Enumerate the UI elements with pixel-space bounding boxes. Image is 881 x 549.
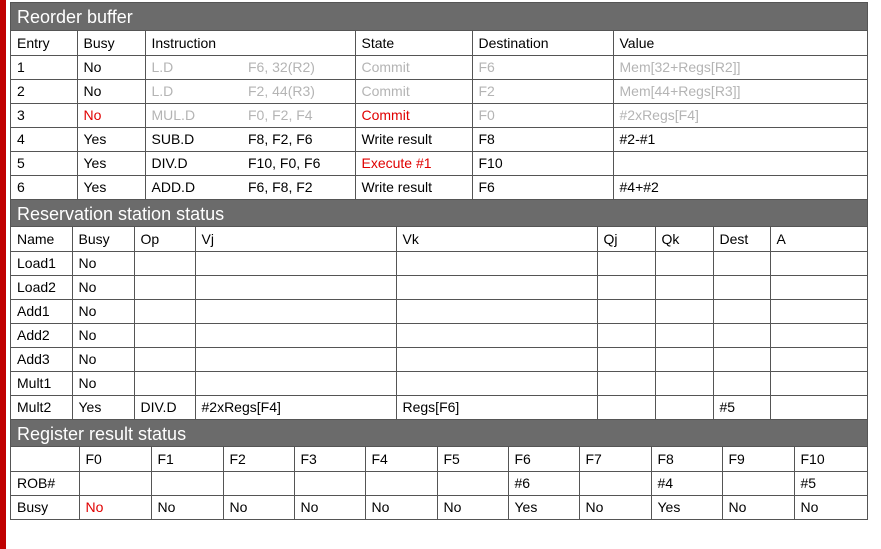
- rs-header-vk: Vk: [396, 227, 597, 251]
- rs-a: [770, 347, 867, 371]
- rs-vj: [195, 275, 396, 299]
- register-name: F0: [79, 447, 151, 471]
- rob-state: Commit: [355, 79, 472, 103]
- rob-destination: F6: [472, 55, 613, 79]
- register-rob-value: [579, 471, 651, 495]
- rob-state: Commit: [355, 103, 472, 127]
- tomasulo-status-panel: [10, 2, 868, 520]
- rob-instruction-operands: F6, 32(R2): [242, 55, 355, 79]
- rob-row: [11, 79, 867, 103]
- rob-value: #2xRegs[F4]: [613, 103, 867, 127]
- register-name: F10: [794, 447, 867, 471]
- rob-instruction-op: DIV.D: [145, 151, 242, 175]
- rob-value: Mem[32+Regs[R2]]: [613, 55, 867, 79]
- rs-vj: #2xRegs[F4]: [195, 395, 396, 419]
- rob-row: [11, 103, 867, 127]
- rs-a: [770, 371, 867, 395]
- register-name: F8: [651, 447, 722, 471]
- register-name: F2: [223, 447, 294, 471]
- rs-a: [770, 323, 867, 347]
- rs-qj: [597, 371, 655, 395]
- register-rob-value: [151, 471, 223, 495]
- rs-row: [11, 347, 867, 371]
- register-rob-value: #5: [794, 471, 867, 495]
- register-name: F6: [508, 447, 579, 471]
- register-name: F4: [365, 447, 437, 471]
- register-busy-label: Busy: [11, 495, 79, 519]
- rob-instruction-op: ADD.D: [145, 175, 242, 199]
- rs-qk: [655, 299, 713, 323]
- register-busy-value: No: [79, 495, 151, 519]
- register-name: F3: [294, 447, 365, 471]
- rob-header-instruction: Instruction: [145, 31, 355, 55]
- rob-entry: 4: [11, 127, 77, 151]
- rob-state: Write result: [355, 127, 472, 151]
- rob-header-state: State: [355, 31, 472, 55]
- register-rob-value: [722, 471, 794, 495]
- rob-busy: No: [77, 79, 145, 103]
- reorder-buffer-table: [11, 31, 867, 199]
- rob-value: Mem[44+Regs[R3]]: [613, 79, 867, 103]
- register-busy-value: No: [294, 495, 365, 519]
- rs-vk: [396, 323, 597, 347]
- rs-vj: [195, 371, 396, 395]
- rob-instruction-operands: F0, F2, F4: [242, 103, 355, 127]
- rs-a: [770, 299, 867, 323]
- rs-vk: [396, 347, 597, 371]
- register-rob-value: [223, 471, 294, 495]
- rob-header-destination: Destination: [472, 31, 613, 55]
- rs-header-vj: Vj: [195, 227, 396, 251]
- rob-busy: No: [77, 103, 145, 127]
- rs-row: [11, 395, 867, 419]
- register-status-title: Register result status: [11, 419, 867, 447]
- register-busy-value: No: [437, 495, 508, 519]
- rob-instruction-op: L.D: [145, 79, 242, 103]
- rs-op: [134, 251, 195, 275]
- rs-op: DIV.D: [134, 395, 195, 419]
- reorder-buffer-title: Reorder buffer: [11, 3, 867, 31]
- register-rob-label: ROB#: [11, 471, 79, 495]
- register-busy-value: No: [794, 495, 867, 519]
- register-busy-value: Yes: [508, 495, 579, 519]
- rs-name: Load2: [11, 275, 72, 299]
- rs-name: Mult2: [11, 395, 72, 419]
- rob-destination: F2: [472, 79, 613, 103]
- rob-instruction-operands: F6, F8, F2: [242, 175, 355, 199]
- rs-qj: [597, 299, 655, 323]
- rs-header-a: A: [770, 227, 867, 251]
- rs-qj: [597, 251, 655, 275]
- rs-op: [134, 275, 195, 299]
- rs-dest: [713, 323, 770, 347]
- reservation-station-title: Reservation station status: [11, 199, 867, 227]
- rs-vk: [396, 299, 597, 323]
- rs-busy: Yes: [72, 395, 134, 419]
- slide-accent-line: [0, 0, 6, 549]
- rob-row: [11, 151, 867, 175]
- register-rob-value: [437, 471, 508, 495]
- rob-state: Execute #1: [355, 151, 472, 175]
- rs-vk: Regs[F6]: [396, 395, 597, 419]
- register-rob-value: [365, 471, 437, 495]
- rs-busy: No: [72, 371, 134, 395]
- rs-vj: [195, 347, 396, 371]
- rs-op: [134, 371, 195, 395]
- register-busy-value: No: [223, 495, 294, 519]
- register-rob-value: #4: [651, 471, 722, 495]
- rob-entry: 3: [11, 103, 77, 127]
- rob-row: [11, 175, 867, 199]
- rs-op: [134, 347, 195, 371]
- register-name: F1: [151, 447, 223, 471]
- register-rob-value: [79, 471, 151, 495]
- rob-header-value: Value: [613, 31, 867, 55]
- rs-qk: [655, 347, 713, 371]
- register-status-table: [11, 447, 867, 519]
- rob-value: #2-#1: [613, 127, 867, 151]
- rs-dest: [713, 299, 770, 323]
- rs-qk: [655, 251, 713, 275]
- register-name: F9: [722, 447, 794, 471]
- rob-value: #4+#2: [613, 175, 867, 199]
- register-name-row: [11, 447, 867, 471]
- rs-row: [11, 299, 867, 323]
- rs-name: Mult1: [11, 371, 72, 395]
- rs-busy: No: [72, 251, 134, 275]
- rs-qk: [655, 371, 713, 395]
- rs-header-dest: Dest: [713, 227, 770, 251]
- rob-entry: 5: [11, 151, 77, 175]
- rs-header-qj: Qj: [597, 227, 655, 251]
- rob-state: Commit: [355, 55, 472, 79]
- rob-instruction-operands: F2, 44(R3): [242, 79, 355, 103]
- rs-qj: [597, 275, 655, 299]
- rs-header-op: Op: [134, 227, 195, 251]
- rs-busy: No: [72, 347, 134, 371]
- register-busy-value: No: [579, 495, 651, 519]
- rob-destination: F10: [472, 151, 613, 175]
- rob-instruction-op: L.D: [145, 55, 242, 79]
- rs-name: Load1: [11, 251, 72, 275]
- rob-instruction-operands: F8, F2, F6: [242, 127, 355, 151]
- rob-header-busy: Busy: [77, 31, 145, 55]
- rs-header-name: Name: [11, 227, 72, 251]
- rob-entry: 6: [11, 175, 77, 199]
- rs-row: [11, 323, 867, 347]
- rs-qj: [597, 347, 655, 371]
- rob-entry: 1: [11, 55, 77, 79]
- rob-header-entry: Entry: [11, 31, 77, 55]
- rs-dest: [713, 251, 770, 275]
- register-corner-cell: [11, 447, 79, 471]
- rs-qk: [655, 275, 713, 299]
- rs-vj: [195, 323, 396, 347]
- rob-busy: No: [77, 55, 145, 79]
- register-busy-value: Yes: [651, 495, 722, 519]
- rob-instruction-op: MUL.D: [145, 103, 242, 127]
- rs-row: [11, 371, 867, 395]
- rob-entry: 2: [11, 79, 77, 103]
- rs-busy: No: [72, 299, 134, 323]
- reorder-buffer-header-row: [11, 31, 867, 55]
- rs-vk: [396, 371, 597, 395]
- register-rob-value: #6: [508, 471, 579, 495]
- rs-dest: [713, 347, 770, 371]
- rob-row: [11, 55, 867, 79]
- rob-destination: F8: [472, 127, 613, 151]
- register-rob-value: [294, 471, 365, 495]
- register-busy-row: [11, 495, 867, 519]
- rs-name: Add3: [11, 347, 72, 371]
- rob-instruction-op: SUB.D: [145, 127, 242, 151]
- register-busy-value: No: [365, 495, 437, 519]
- rob-value: [613, 151, 867, 175]
- rs-qk: [655, 323, 713, 347]
- rob-busy: Yes: [77, 175, 145, 199]
- rob-state: Write result: [355, 175, 472, 199]
- register-name: F7: [579, 447, 651, 471]
- register-name: F5: [437, 447, 508, 471]
- rs-a: [770, 275, 867, 299]
- rob-busy: Yes: [77, 151, 145, 175]
- rob-destination: F0: [472, 103, 613, 127]
- rs-dest: [713, 371, 770, 395]
- rs-qj: [597, 395, 655, 419]
- rs-vk: [396, 251, 597, 275]
- rs-dest: #5: [713, 395, 770, 419]
- register-busy-value: No: [151, 495, 223, 519]
- rs-qk: [655, 395, 713, 419]
- rs-header-row: [11, 227, 867, 251]
- rob-row: [11, 127, 867, 151]
- rs-header-busy: Busy: [72, 227, 134, 251]
- rs-name: Add1: [11, 299, 72, 323]
- rs-a: [770, 395, 867, 419]
- rob-destination: F6: [472, 175, 613, 199]
- rs-vj: [195, 299, 396, 323]
- rs-op: [134, 299, 195, 323]
- register-rob-row: [11, 471, 867, 495]
- reservation-station-table: [11, 227, 867, 419]
- rs-busy: No: [72, 275, 134, 299]
- rs-dest: [713, 275, 770, 299]
- register-busy-value: No: [722, 495, 794, 519]
- rs-busy: No: [72, 323, 134, 347]
- rs-row: [11, 251, 867, 275]
- rs-qj: [597, 323, 655, 347]
- rob-busy: Yes: [77, 127, 145, 151]
- rs-vj: [195, 251, 396, 275]
- rs-vk: [396, 275, 597, 299]
- rs-row: [11, 275, 867, 299]
- rob-instruction-operands: F10, F0, F6: [242, 151, 355, 175]
- rs-name: Add2: [11, 323, 72, 347]
- rs-header-qk: Qk: [655, 227, 713, 251]
- rs-a: [770, 251, 867, 275]
- rs-op: [134, 323, 195, 347]
